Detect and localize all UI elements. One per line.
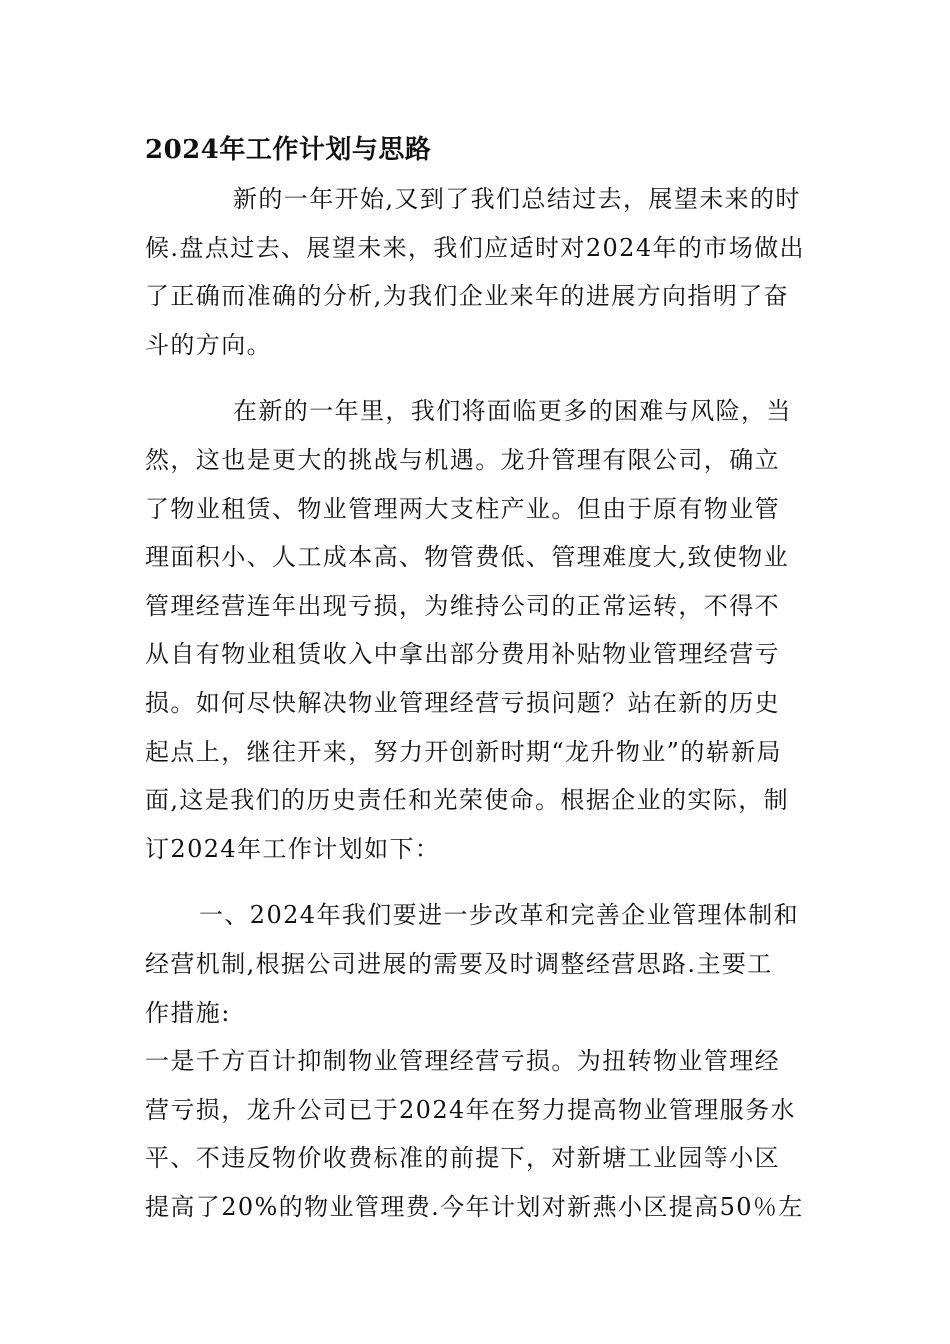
text-line: 斗的方向。 [145,330,272,359]
text-line: 一是千方百计抑制物业管理经营亏损。为扭转物业管理经 [145,1047,780,1076]
text-line: 从自有物业租赁收入中拿出部分费用补贴物业管理经营亏 [145,640,780,669]
text-line: 管理经营连年出现亏损，为维持公司的正常运转，不得不 [145,591,780,620]
document-body [145,175,810,1231]
text-line: 提高了20%的物业管理费.今年计划对新燕小区提高50％左 [145,1192,804,1221]
text-line: 一、2024年我们要进一步改革和完善企业管理体制和 [199,901,800,930]
text-line: 候.盘点过去、展望未来，我们应适时对2024年的市场做出 [145,233,805,262]
text-line: 新的一年开始,又到了我们总结过去，展望未来的时 [233,185,801,213]
text-line: 了正确而准确的分析,为我们企业来年的进展方向指明了奋 [145,282,790,311]
text-line: 损。如何尽快解决物业管理经营亏损问题？站在新的历史 [145,688,780,717]
text-line: 起点上，继往开来，努力开创新时期“龙升物业”的崭新局 [145,737,782,766]
text-line: 订2024年工作计划如下： [145,834,441,863]
text-line: 理面积小、人工成本高、物管费低、管理难度大,致使物业 [145,543,790,572]
text-line: 面,这是我们的历史责任和光荣使命。根据企业的实际，制 [145,786,790,815]
text-line: 了物业租赁、物业管理两大支柱产业。但由于原有物业管 [145,494,780,523]
document-title: 2024年工作计划与思路 [145,135,432,165]
text-line: 然，这也是更大的挑战与机遇。龙升管理有限公司，确立 [145,445,780,474]
text-line: 经营机制,根据公司进展的需要及时调整经营思路.主要工 [145,949,773,978]
text-line: 作措施: [145,998,231,1027]
text-line: 在新的一年里，我们将面临更多的困难与风险，当 [233,397,792,426]
text-line: 平、不违反物价收费标准的前提下，对新塘工业园等小区 [145,1144,780,1173]
text-line: 营亏损，龙升公司已于2024年在努力提高物业管理服务水 [145,1095,796,1124]
